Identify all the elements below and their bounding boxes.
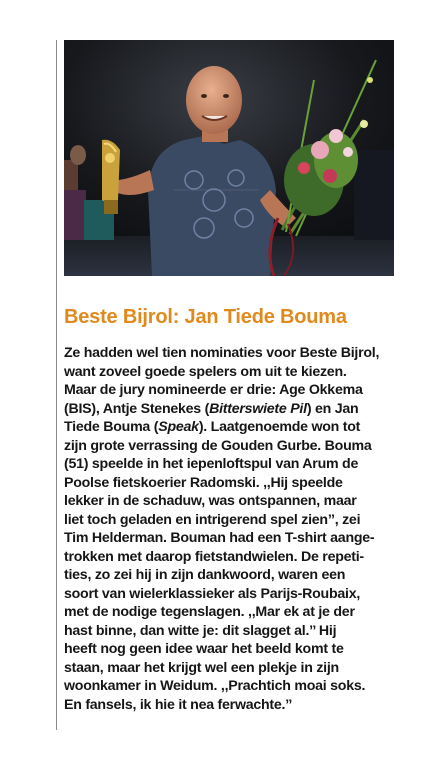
body-line: [64, 529, 404, 548]
body-line: [64, 492, 404, 511]
body-line: [64, 640, 404, 659]
body-text-run: trokken met daarop fietstandwielen. De repeti-: [64, 548, 364, 565]
body-line: [64, 437, 404, 456]
body-text-run: heeft nog geen idee waar het beeld komt te: [64, 641, 344, 657]
body-text-run: woonkamer in Weidum. ,,Prachtich moai soks.: [64, 678, 366, 694]
body-line: [64, 344, 404, 363]
body-text-run: (BIS), Antje Stenekes (: [64, 400, 210, 417]
body-line: [64, 474, 404, 493]
body-text-run: (51) speelde in het iepenloftspul van Arum de: [64, 456, 359, 472]
body-line: [64, 566, 404, 585]
body-text-run: Poolse fietskoerier Radomski. ,,Hij speelde: [64, 474, 343, 491]
body-text-run: zijn grote verrassing de Gouden Gurbe. Bouma: [64, 437, 372, 454]
body-line: [64, 677, 404, 696]
body-line: [64, 603, 404, 622]
body-line: [64, 585, 404, 604]
body-text-run: Tim Helderman. Bouman had een T-shirt aange-: [64, 530, 375, 546]
body-line: [64, 418, 404, 437]
body-text-run: Ze hadden wel tien nominaties voor Beste Bijrol,: [64, 345, 380, 361]
body-text-run: En fansels, ik hie it nea ferwachte.’’: [64, 696, 293, 713]
body-text-run: ) en Jan: [306, 400, 359, 417]
body-line: [64, 622, 404, 641]
column-rule: [56, 40, 57, 730]
trophy-shape: [102, 140, 120, 214]
body-text-run: Maar de jury nomineerde er drie: Age Okkema: [64, 382, 363, 398]
body-line: [64, 381, 404, 400]
body-line: [64, 400, 404, 419]
body-text-run: liet toch geladen en intrigerend spel zien’’, zei: [64, 511, 361, 528]
body-text-run: ). Laatgenoemde won tot: [198, 419, 361, 435]
body-text-run: Tiede Bouma (: [64, 419, 159, 435]
italic-title: Speak: [158, 419, 199, 435]
article-headline: Beste Bijrol: Jan Tiede Bouma: [64, 306, 347, 328]
body-text-run: ties, zo zei hij in zijn dankwoord, waren een: [64, 567, 346, 583]
body-line: [64, 455, 404, 474]
body-text-run: met de nodige tegenslagen. ,,Mar ek at je der: [64, 604, 355, 620]
body-text-run: soort van wielerklassieker als Parijs-Roubaix,: [64, 585, 361, 602]
article-photo: [64, 40, 394, 276]
body-text-run: lekker in de schaduw, was ontspannen, maar: [64, 493, 357, 509]
body-line: [64, 659, 404, 678]
article-body: [64, 344, 404, 714]
italic-title: Bitterswiete Pil: [209, 400, 307, 417]
body-line: [64, 696, 404, 715]
body-line: [64, 511, 404, 530]
body-text-run: hast binne, dan witte je: dit slagget al.’’ Hij: [64, 622, 337, 639]
body-line: [64, 548, 404, 567]
body-text-run: want zoveel goede spelers om uit te kiezen.: [64, 363, 347, 380]
body-line: [64, 363, 404, 382]
body-text-run: staan, maar het krijgt wel een plekje in zijn: [64, 659, 339, 676]
